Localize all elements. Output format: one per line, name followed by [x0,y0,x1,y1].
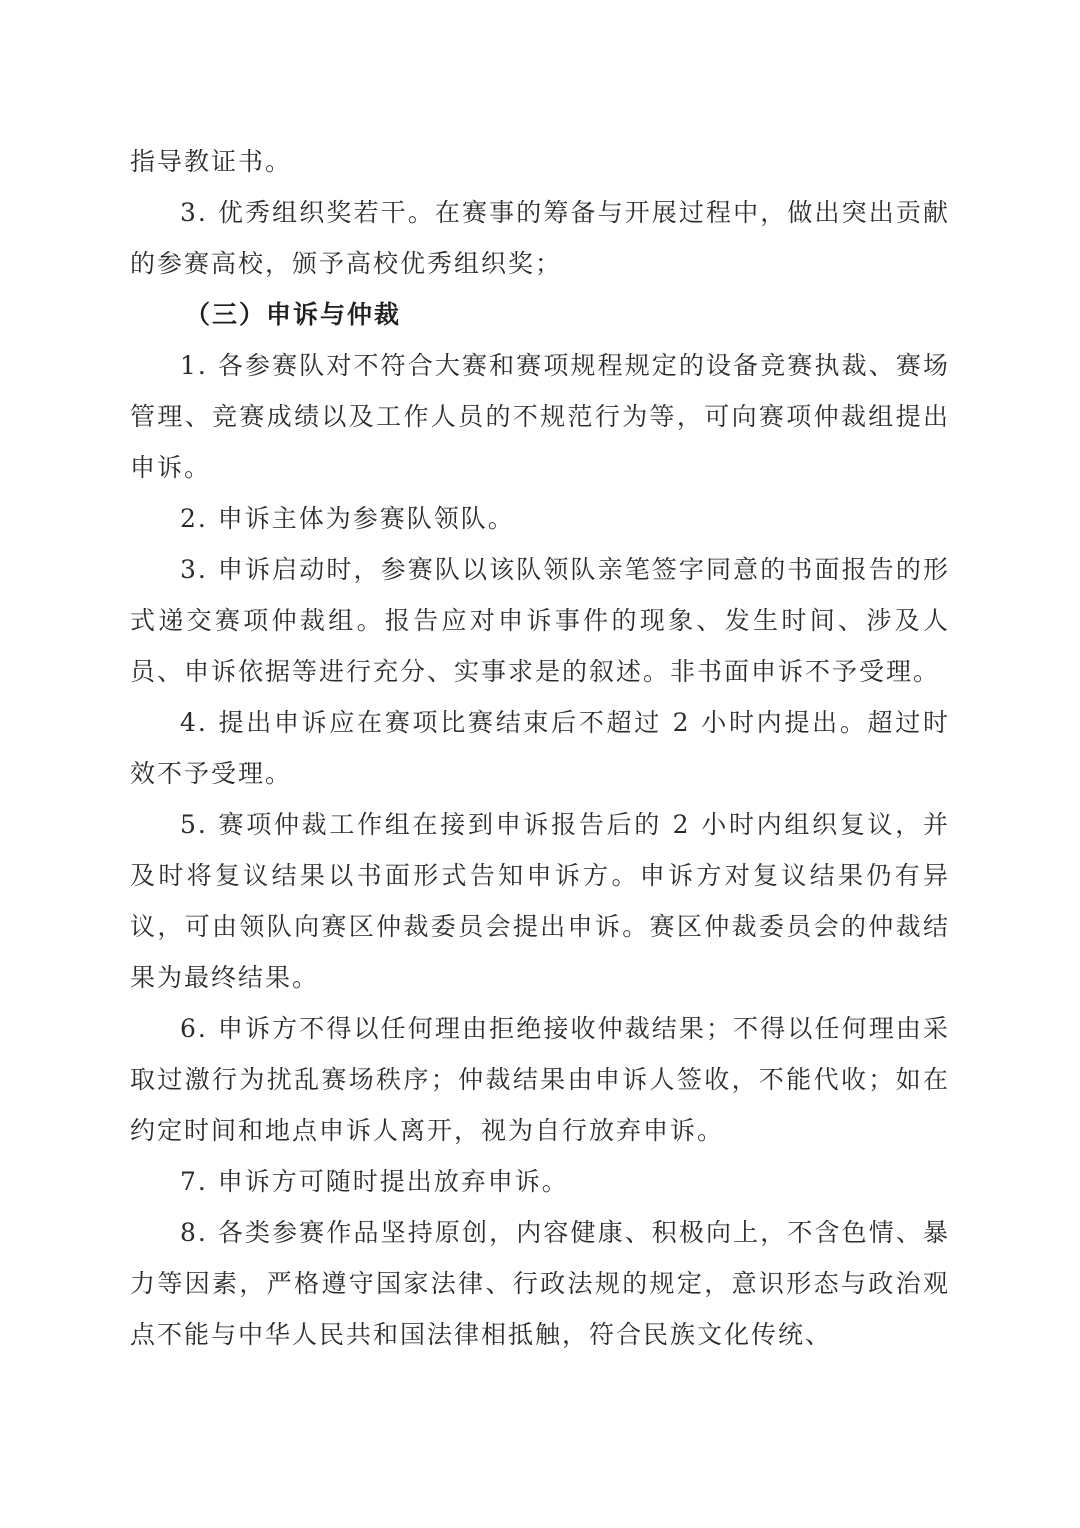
paragraph-item-7: 7. 申诉方可随时提出放弃申诉。 [180,1167,569,1196]
paragraph-item-6: 6. 申诉方不得以任何理由拒绝接收仲裁结果；不得以任何理由采取过激行为扰乱赛场秩序；仲裁结果由申诉人签收，不能代收；如在约定时间和地点申诉人离开，视为自行放弃申诉。 [130,1014,950,1145]
paragraph-continuation: 指导教证书。 [130,147,293,176]
document-body [130,136,950,1360]
paragraph-item-5: 5. 赛项仲裁工作组在接到申诉报告后的 2 小时内组织复议，并及时将复议结果以书面形式告知申诉方。申诉方对复议结果仍有异议，可由领队向赛区仲裁委员会提出申诉。赛区仲裁委员会的仲裁结果为最终结果。 [130,810,950,992]
paragraph-item-2: 2. 申诉主体为参赛队领队。 [180,504,515,533]
paragraph-item-3: 3. 申诉启动时，参赛队以该队领队亲笔签字同意的书面报告的形式递交赛项仲裁组。报告应对申诉事件的现象、发生时间、涉及人员、申诉依据等进行充分、实事求是的叙述。非书面申诉不予受理。 [130,555,950,686]
paragraph-item-4: 4. 提出申诉应在赛项比赛结束后不超过 2 小时内提出。超过时效不予受理。 [130,708,950,788]
paragraph-item-8: 8. 各类参赛作品坚持原创，内容健康、积极向上，不含色情、暴力等因素，严格遵守国家法律、行政法规的规定，意识形态与政治观点不能与中华人民共和国法律相抵触，符合民族文化传统、 [130,1218,950,1349]
paragraph-award-3: 3. 优秀组织奖若干。在赛事的筹备与开展过程中，做出突出贡献的参赛高校，颁予高校优秀组织奖； [130,198,950,278]
paragraph-item-1: 1. 各参赛队对不符合大赛和赛项规程规定的设备竞赛执裁、赛场管理、竞赛成绩以及工作人员的不规范行为等，可向赛项仲裁组提出申诉。 [130,351,950,482]
section-heading: （三）申诉与仲裁 [185,300,402,329]
